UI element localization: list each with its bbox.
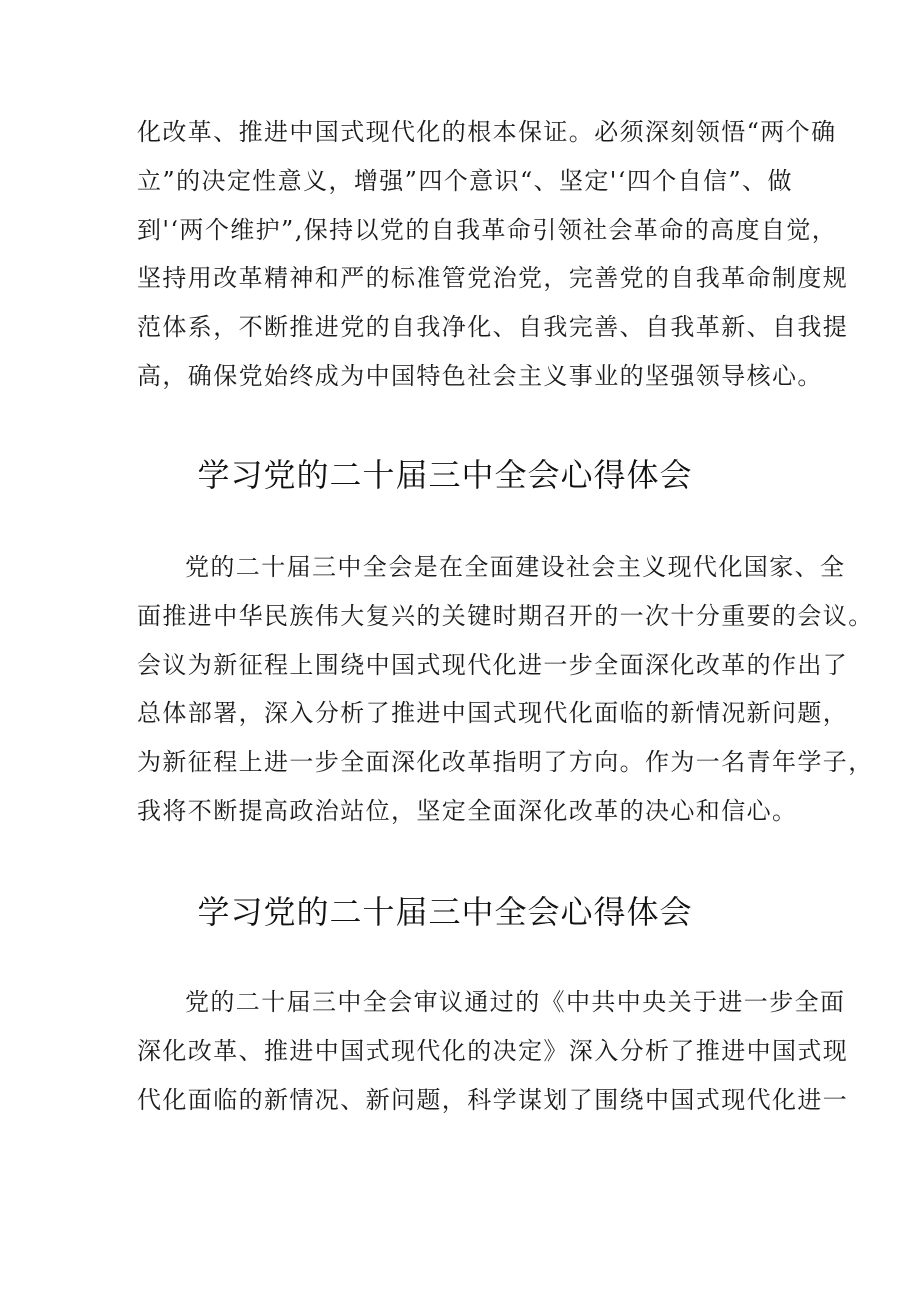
paragraph-line: 代化面临的新情况、新问题，科学谋划了围绕中国式现代化进一 (137, 1085, 849, 1114)
paragraph-line: 坚持用改革精神和严的标准管党治党，完善党的自我革命制度规 (137, 264, 849, 293)
paragraph-line: 党的二十届三中全会审议通过的《中共中央关于进一步全面 (185, 988, 846, 1016)
paragraph-line: 化改革、推进中国式现代化的根本保证。必须深刻领悟“两个确 (137, 118, 837, 146)
paragraph-line: 会议为新征程上围绕中国式现代化进一步全面深化改革的作出了 (137, 650, 849, 679)
paragraph-line: 面推进中华民族伟大复兴的关键时期召开的一次十分重要的会议。 (137, 601, 874, 630)
paragraph-line: 党的二十届三中全会是在全面建设社会主义现代化国家、全 (185, 553, 846, 581)
paragraph-line: 总体部署，深入分析了推进中国式现代化面临的新情况新问题， (137, 699, 849, 728)
paragraph-line: 高，确保党始终成为中国特色社会主义事业的坚强领导核心。 (137, 361, 823, 390)
paragraph-line: 我将不断提高政治站位，坚定全面深化改革的决心和信心。 (137, 796, 798, 825)
paragraph-line: 到'‘两个维护”,保持以党的自我革命引领社会革命的高度自觉， (137, 215, 838, 244)
paragraph-line: 为新征程上进一步全面深化改革指明了方向。作为一名青年学子， (137, 748, 874, 777)
section-title: 学习党的二十届三中全会心得体会 (197, 893, 693, 931)
paragraph-continuation (137, 108, 849, 401)
paragraph-line: 立”的决定性意义，增强”四个意识“、坚定'‘四个自信”、做 (137, 166, 793, 195)
section-title: 学习党的二十届三中全会心得体会 (197, 456, 693, 494)
paragraph-line: 范体系，不断推进党的自我净化、自我完善、自我革新、自我提 (137, 313, 849, 342)
paragraph-body (137, 543, 874, 836)
paragraph-body (137, 978, 849, 1124)
paragraph-line: 深化改革、推进中国式现代化的决定》深入分析了推进中国式现 (137, 1036, 849, 1065)
